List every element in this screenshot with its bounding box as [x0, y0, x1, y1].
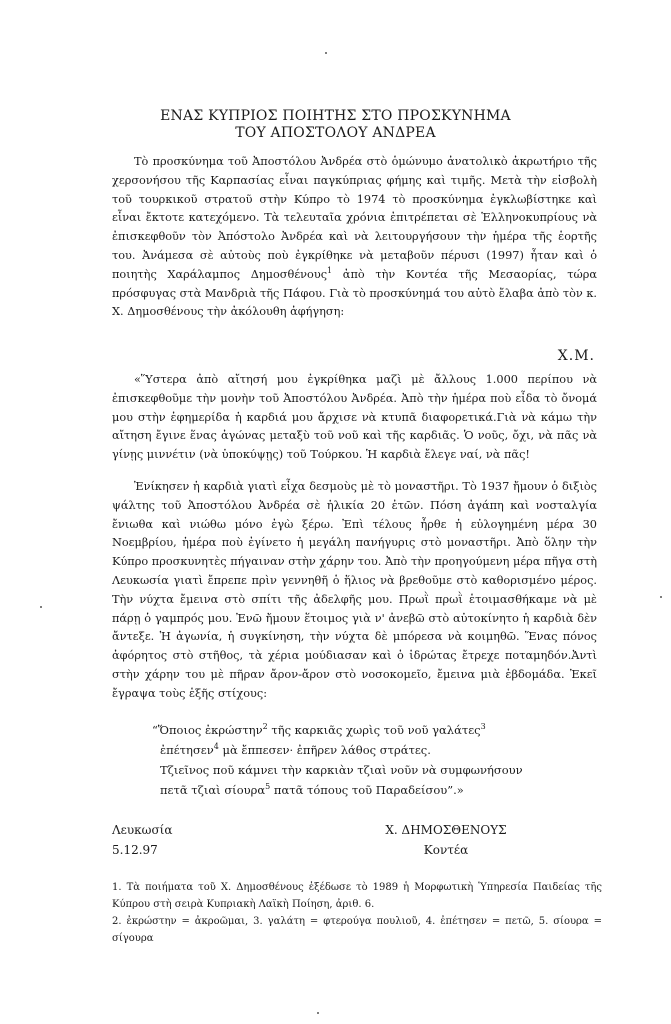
footnote-ref-3: 3 [480, 722, 486, 732]
poem-line-3: Τζιεῖνος ποῦ κάμνει τὴν καρκιὰν τζιαὶ νοῦν νὰ συμφωνήσουν [160, 763, 523, 777]
poem-block [152, 720, 582, 800]
intro-paragraph [112, 153, 597, 322]
poem-line-4 [152, 780, 582, 800]
poem-line-4-start: πετᾶ τζιαὶ σίουρα [160, 783, 266, 797]
author-block [371, 820, 521, 860]
narrative-paragraph-2: Ἐνίκησεν ἡ καρδιὰ γιατὶ εἶχα δεσμοὺς μὲ τὸ μοναστῆρι. Τὸ 1937 ἤμουν ὁ διξιὸς ψάλτης τοῦ Ἀποστόλου Ἀνδρέα σὲ ἡλικία 20 ἐτῶν. Πόση ἀγάπη καὶ νοσταλγία ἔνιωθα καὶ νιώθω μόνο ἐγὼ ξέρω. Ἐπὶ τέλους ἦρθε ἡ εὐλογημένη μέρα 30 Νοεμβρίου, ἡμέρα ποὺ ἐγίνετο ἡ μεγάλη πανήγυρις στὸ μοναστῆρι. Ἀπὸ ὅλην τὴν Κύπρο προσκυνητὲς πήγαιναν στὴν χάρην του. Ἀπὸ τὴν προηγούμενη μέρα πῆγα στὴ Λευκωσία γιατὶ ἔπρεπε πρὶν γεννηθῆ ὁ ἥλιος νὰ βρεθοῦμε στὸ καθορισμένο μέρος. Τὴν νύχτα ἔμεινα στὸ σπίτι τῆς ἀδελφῆς μου. Πρωῒ πρωῒ ἑτοιμασθήκαμε νὰ μὲ πάρῃ ὁ γαμπρός μου. Ἐνῶ ἤμουν ἕτοιμος γιὰ ν' ἀνεβῶ στὸ αὐτοκίνητο ἡ καρδιὰ δὲν ἄντεξε. Ἡ ἀγωνία, ἡ συγκίνηση, τὴν νύχτα δὲ μπόρεσα νὰ κοιμηθῶ. Ἕνας πόνος ἀφόρητος στὸ στῆθος, τὰ χέρια μούδιασαν καὶ ὁ ἱδρώτας ἔτρεχε ποταμηδόν.Ἀντὶ στὴν χάρην του μὲ πῆραν ἄρον-ἄρον στὸ νοσοκομεῖο, ἔμεινα μιὰ ἑβδομάδα. Ἐκεῖ ἔγραψα τοὺς ἑξῆς στίχους: [112, 480, 597, 700]
poem-line-4-end: πατᾶ τόπους τοῦ Παραδείσου”.» [270, 783, 464, 797]
place-date-block [112, 820, 172, 860]
poem-line-1-start: “Ὅποιος ἐκρώστην [152, 723, 263, 737]
author-name: Χ. ΔΗΜΟΣΘΕΝΟΥΣ [385, 823, 507, 837]
footnote-2: 2. ἐκρώστην = ἀκροῶμαι, 3. γαλάτη = φτερούγα πουλιοῦ, 4. ἐπέτησεν = πετῶ, 5. σίουρα = σίγουρα [112, 916, 602, 944]
narrative-paragraph-1: «Ὕστερα ἀπὸ αἴτησή μου ἐγκρίθηκα μαζὶ μὲ ἄλλους 1.000 περίπου νὰ ἐπισκεφθοῦμε τὴν μονὴν τοῦ Ἀποστόλου Ἀνδρέα. Ἀπὸ τὴν ἡμέρα ποὺ εἶδα τὸ ὄνομά μου στὴν ἐφημερίδα ἡ καρδιά μου ἄρχισε νὰ κτυπᾶ διαφορετικά.Γιὰ νὰ κάμω τὴν αἴτηση ἔγινε ἕνας ἀγώνας μεταξὺ τοῦ νοῦ καὶ τῆς καρδιᾶς. Ὁ νοῦς, ὄχι, νὰ πᾶς νὰ γίνῃς μιννέτιν (νὰ ὑποκύψῃς) τοῦ Τούρκου. Ἡ καρδιὰ ἔλεγε ναί, νὰ πᾶς! [112, 373, 597, 462]
title-line-2: ΤΟΥ ΑΠΟΣΤΟΛΟΥ ΑΝΔΡΕΑ [235, 125, 436, 141]
scan-speck [660, 596, 662, 598]
footnote-ref-5: 5 [265, 782, 271, 792]
footnote-ref-2: 2 [262, 722, 268, 732]
place-name: Λευκωσία [112, 823, 173, 837]
date-text: 5.12.97 [112, 843, 158, 857]
footnote-1: 1. Τὰ ποιήματα τοῦ Χ. Δημοσθένους ἐξέδωσε τὸ 1989 ἡ Μορφωτικὴ Ὑπηρεσία Παιδείας τῆς Κύπρου στὴ σειρὰ Κυπριακὴ Λαϊκὴ Ποίηση, ἀριθ. 6. [112, 882, 602, 910]
scan-speck [317, 1012, 319, 1014]
poem-line-2-end: μὰ ἔππεσεν· ἐπῆρεν λάθος στράτες. [218, 743, 431, 757]
scan-speck [40, 606, 42, 608]
poem-line-2 [152, 740, 582, 760]
footnote-ref-4: 4 [213, 742, 219, 752]
scan-speck [325, 52, 327, 54]
poem-line-2-start: ἐπέτησεν [160, 743, 214, 757]
editor-signature: Χ.Μ. [557, 348, 595, 364]
intro-text-1: Τὸ προσκύνημα τοῦ Ἀποστόλου Ἀνδρέα στὸ ὁμώνυμο ἀνατολικὸ ἀκρωτήριο τῆς χερσονήσου τῆς Καρπασίας εἶναι παγκύπριας φήμης καὶ τιμῆς. Μετὰ τὴν εἰσβολὴ τοῦ τουρκικοῦ στρατοῦ στὴν Κύπρο τὸ 1974 τὸ προσκύνημα ἐγκλωβίστηκε καὶ εἶναι ἔκτοτε κατεχόμενο. Τὰ τελευταῖα χρόνια ἐπιτρέπεται σὲ Ἑλληνοκυπρίους νὰ ἐπισκεφθοῦν τὸν Ἀπόστολο Ἀνδρέα καὶ νὰ λειτουργήσουν τὴν ἡμέρα τῆς ἑορτῆς του. Ἀνάμεσα σὲ αὐτοὺς ποὺ ἐγκρίθηκε νὰ μεταβοῦν πέρυσι (1997) ἦταν καὶ ὁ ποιητὴς Χαράλαμπος Δημοσθένους [112, 155, 597, 281]
author-village: Κοντέα [423, 843, 469, 857]
poem-line-1-mid: τῆς καρκιᾶς χωρὶς τοῦ νοῦ γαλάτες [267, 723, 481, 737]
title-line-1: ΕΝΑΣ ΚΥΠΡΙΟΣ ΠΟΙΗΤΗΣ ΣΤΟ ΠΡΟΣΚΥΝΗΜΑ [160, 108, 511, 124]
intro-text-2: ἀπὸ τὴν Κοντέα τῆς Μεσαορίας, τώρα πρόσφυγας στὰ Μανδριὰ τῆς Πάφου. Γιὰ τὸ προσκύνημά του αὐτὸ ἔλαβα ἀπὸ τὸν κ. Χ. Δημοσθένους τὴν ἀκόλουθη ἀφήγηση: [112, 267, 598, 319]
footnote-ref-1: 1 [327, 266, 333, 276]
poem-line-1 [152, 720, 582, 740]
